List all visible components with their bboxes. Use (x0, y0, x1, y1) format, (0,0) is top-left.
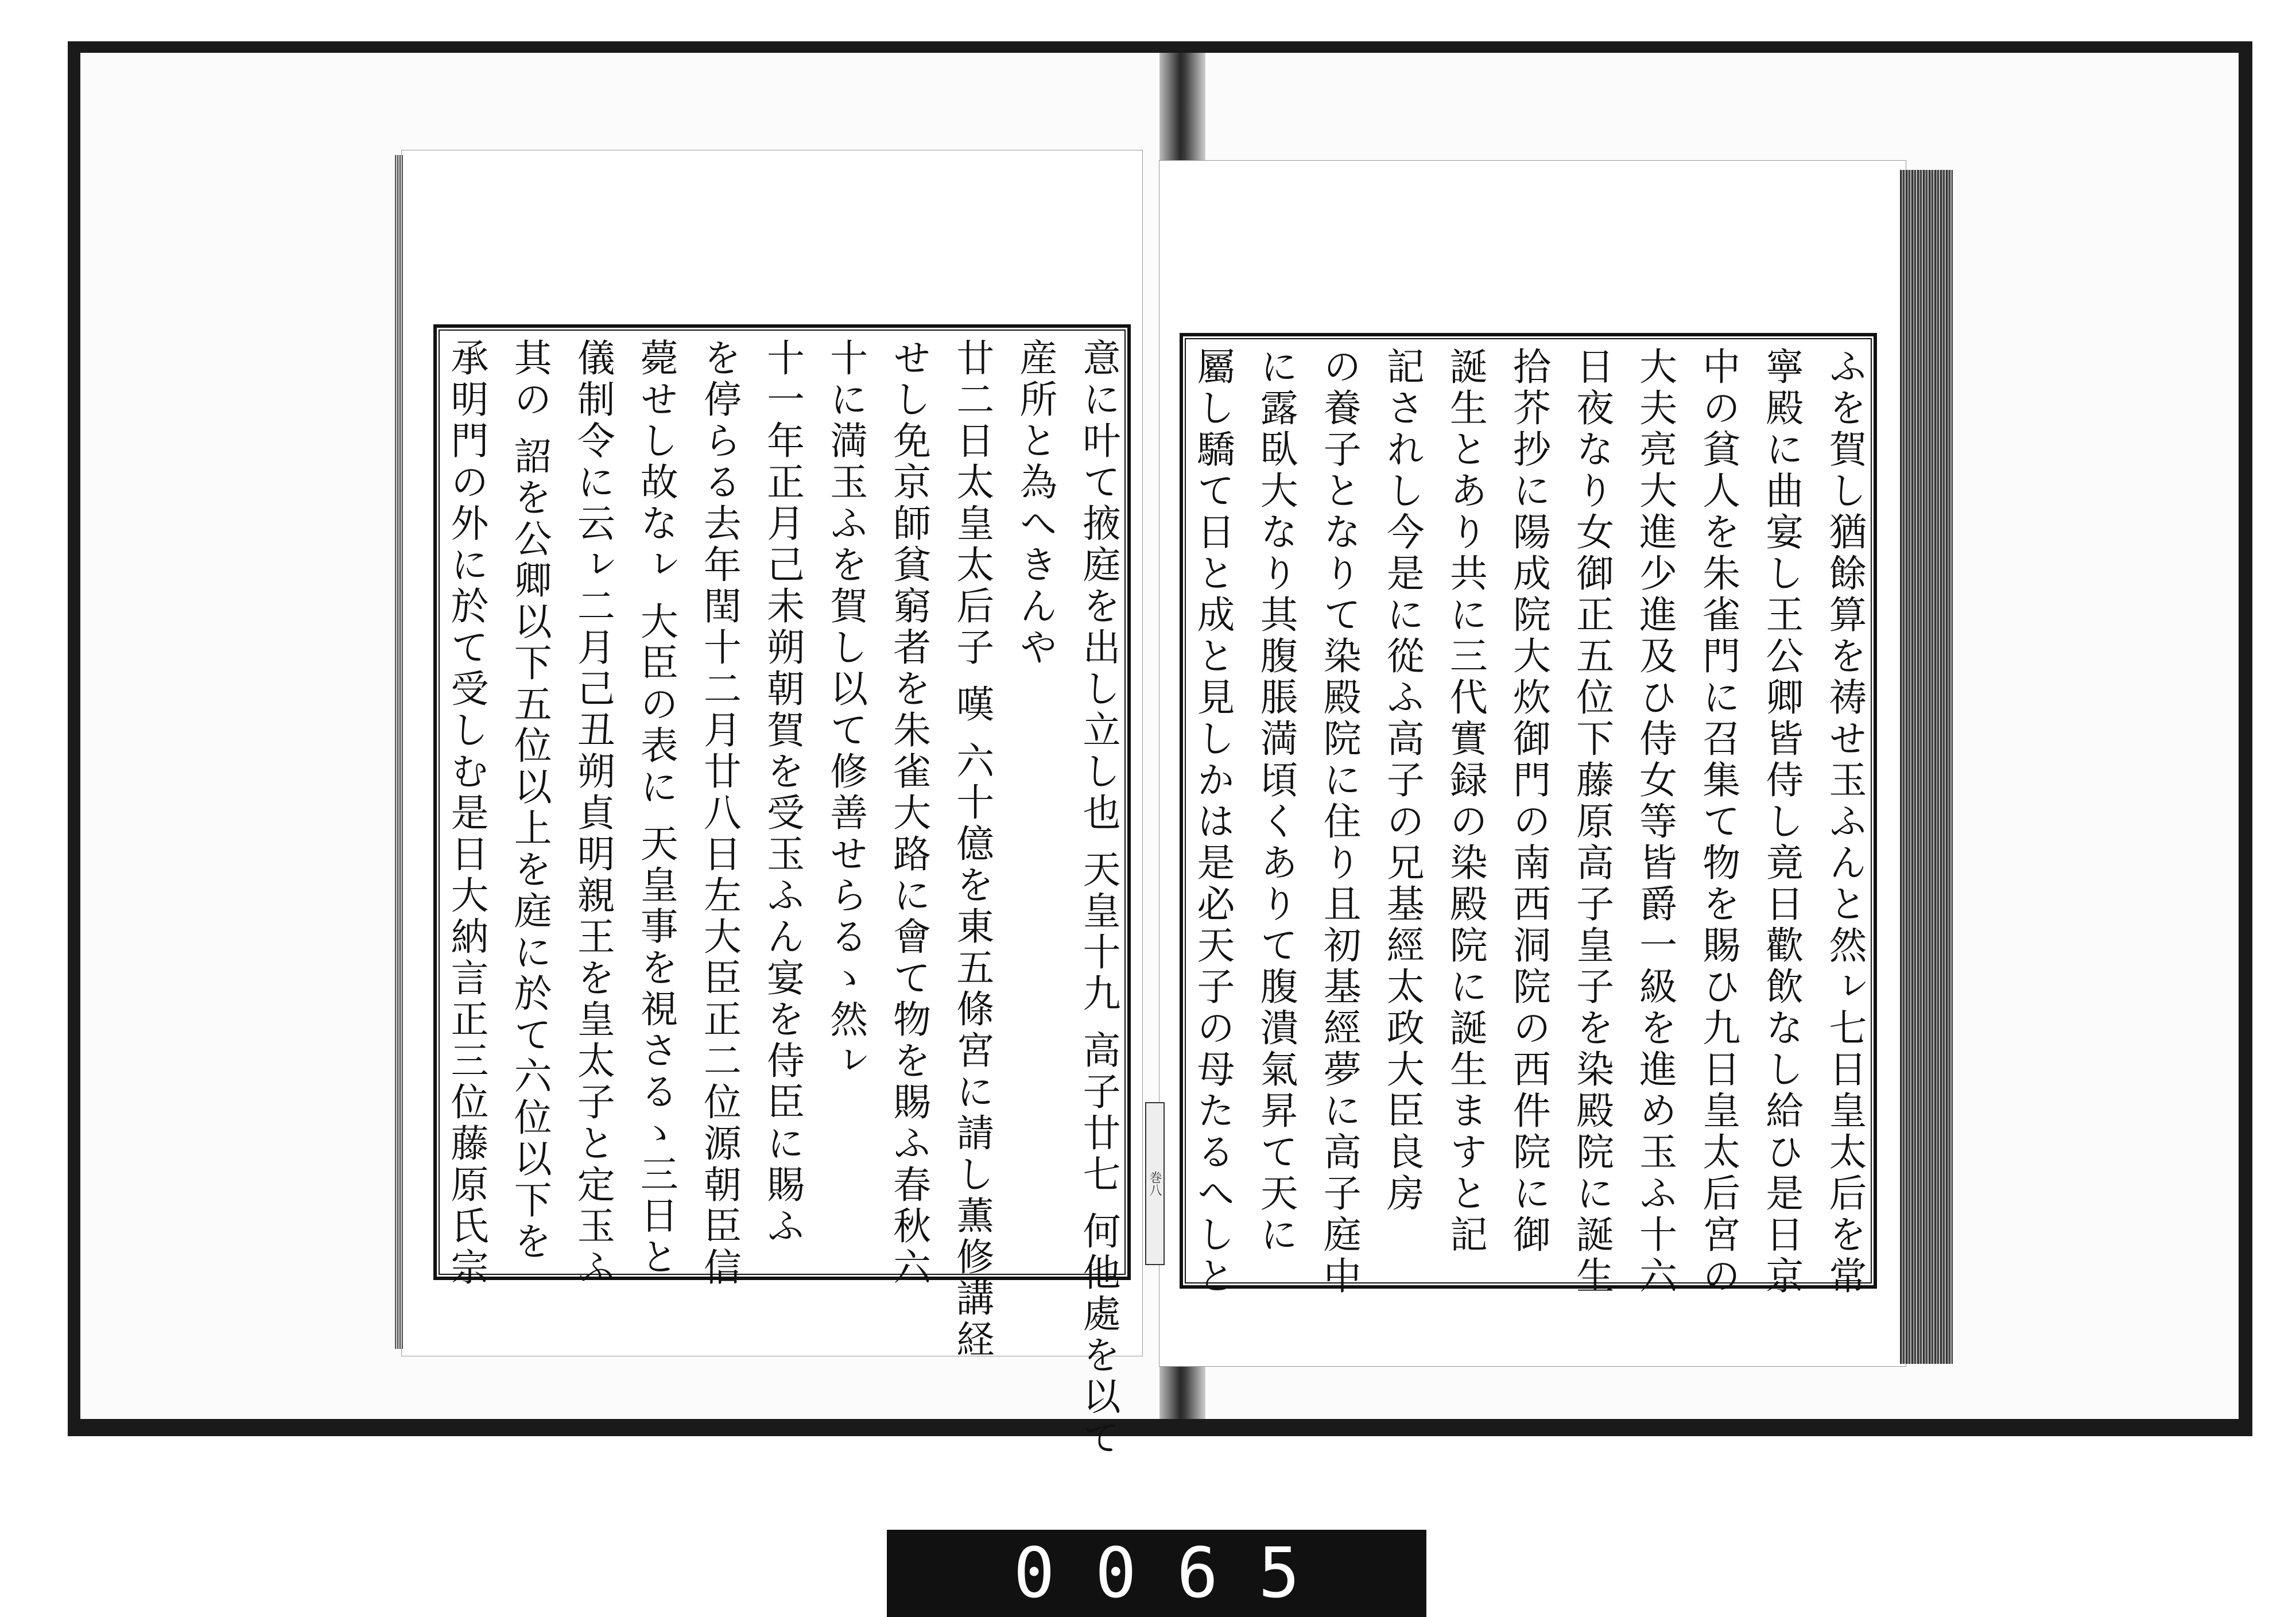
text-column: 屬し驕て日と成と見しかは是必天子の母たるへしと (1190, 347, 1235, 1297)
text-column: 儀制令に云ㇾ二月己丑朔貞明親王を皇太子と定玉ふ (571, 338, 615, 1289)
text-column: を停らる去年閏十二月廿八日左大臣正二位源朝臣信 (697, 338, 742, 1289)
text-column: 記されし今是に從ふ高子の兄基經太政大臣良房 (1380, 347, 1425, 1215)
left-page-edge (395, 155, 403, 1349)
text-column: 日夜なり女御正五位下藤原高子皇子を染殿院に誕生 (1569, 347, 1614, 1297)
text-column: 十に満玉ふを賀し以て修善せらるゝ然ㇾ (823, 338, 868, 1082)
left-text-box (433, 324, 1131, 1459)
text-column: 廿二日太皇太后子 嘆 六十億を東五條宮に請し薫修講経 (949, 338, 994, 1361)
text-column: ふを賀し猶餘算を祷せ玉ふんと然ㇾ七日皇太后を常 (1822, 347, 1867, 1297)
text-column: 拾芥抄に陽成院大炊御門の南西洞院の西件院に御 (1506, 347, 1551, 1256)
text-column: 其の 詔を公卿以下五位以上を庭に於て六位以下を (507, 338, 552, 1263)
text-column: 誕生とあり共に三代實録の染殿院に誕生ますと記 (1443, 347, 1488, 1256)
right-text-box (1180, 333, 1877, 1297)
text-column: 寧殿に曲宴し王公卿皆侍し竟日歡飲なし給ひ是日京 (1759, 347, 1804, 1297)
text-column: 中の貧人を朱雀門に召集て物を賜ひ九日皇太后宮の (1696, 347, 1740, 1297)
text-column: 薨せし故なㇾ 大臣の表に 天皇事を視さるゝ三日と (634, 338, 678, 1278)
right-text-columns (1190, 347, 1867, 1297)
right-page-edges (1900, 170, 1953, 1364)
text-column: 大夫亮大進少進及ひ侍女等皆爵一級を進め玉ふ十六 (1632, 347, 1677, 1297)
left-text-columns (444, 338, 1120, 1459)
text-column: の養子となりて染殿院に住り且初基經夢に高子庭中 (1317, 347, 1362, 1297)
frame-number-label: 0065 (887, 1530, 1426, 1617)
text-column: 承明門の外に於て受しむ是日大納言正三位藤原氏宗 (444, 338, 488, 1289)
text-column: 意に叶て掖庭を出し立し也 天皇十九 高子廿七 何他處を以て (1076, 338, 1120, 1459)
text-column: 十一年正月己未朔朝賀を受玉ふん宴を侍臣に賜ふ (760, 338, 805, 1247)
gutter-tab-label: 巻八 (1145, 1102, 1165, 1265)
text-column: に露臥大なり其腹脹満頃くありて腹潰氣昇て天に (1254, 347, 1298, 1256)
text-column: 産所と為へきんや (1013, 338, 1057, 669)
text-column: せし免京師貧窮者を朱雀大路に會て物を賜ふ春秋六 (886, 338, 931, 1289)
